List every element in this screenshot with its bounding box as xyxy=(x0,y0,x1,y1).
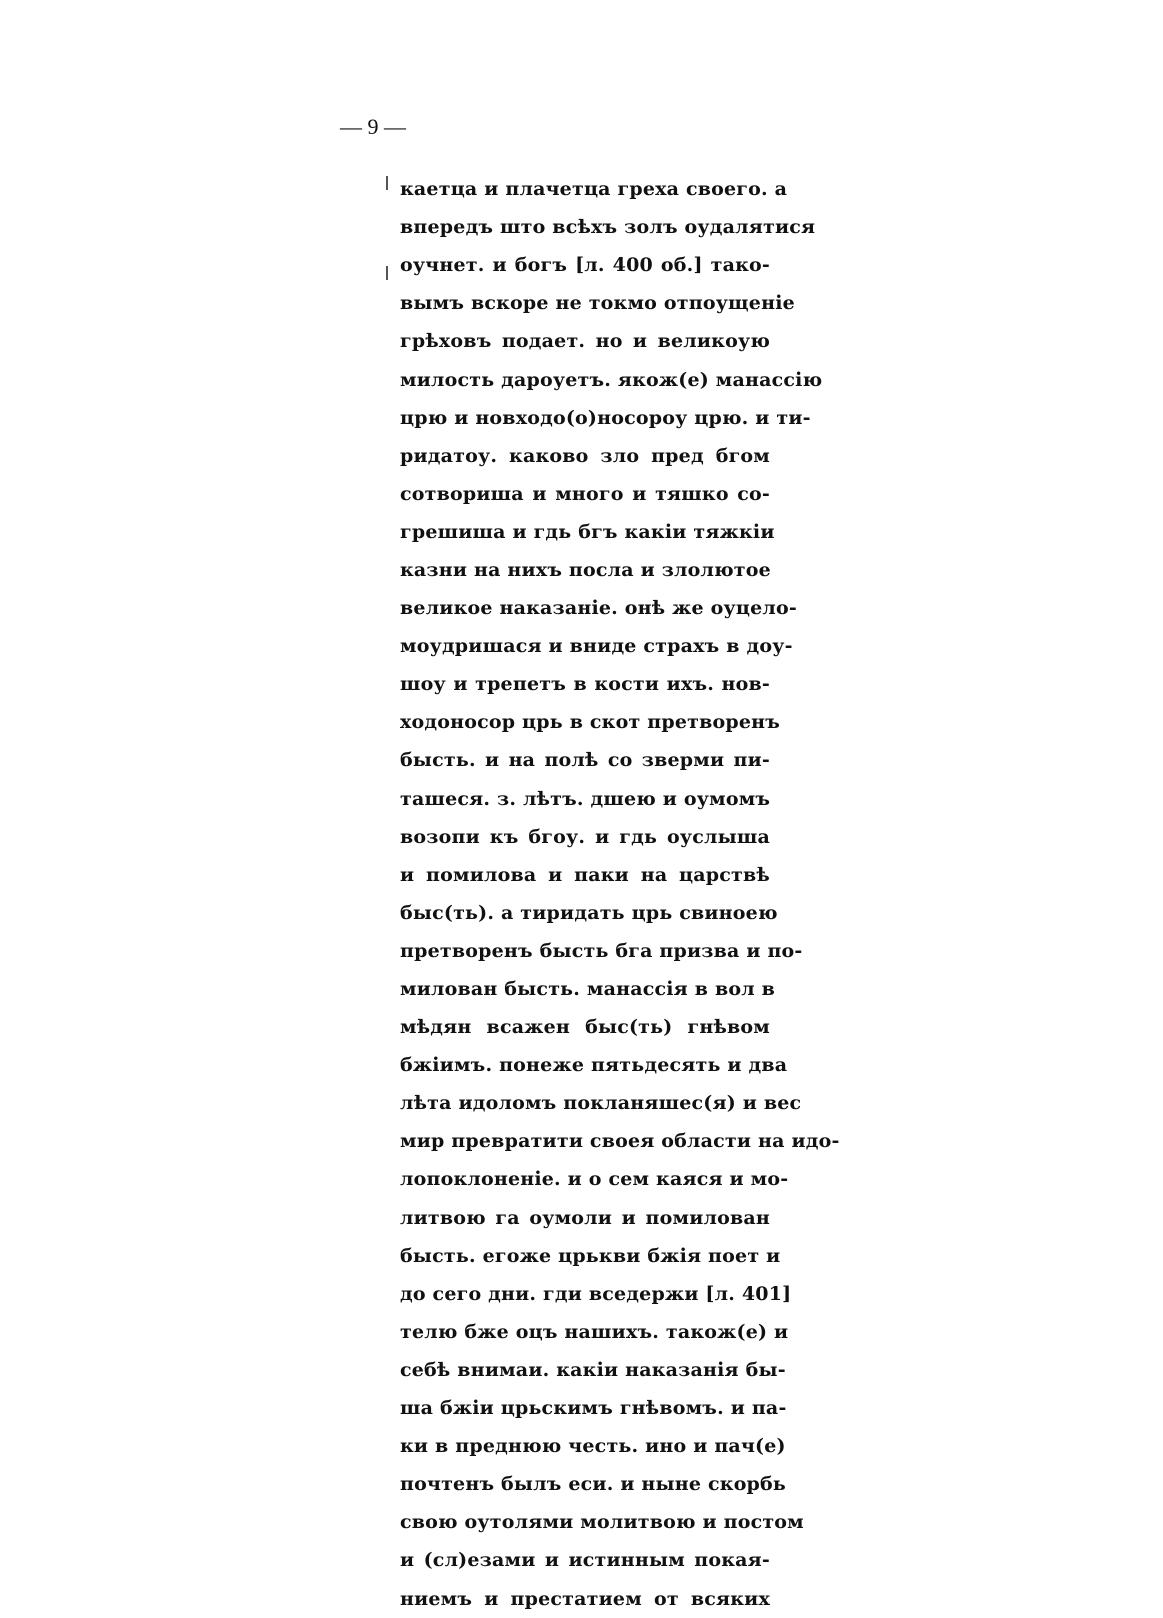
text-line-content: быс(ть). а тиридать црь свиноею xyxy=(400,901,778,924)
text-line xyxy=(400,208,816,246)
text-line xyxy=(400,1084,802,1122)
text-line xyxy=(400,627,793,665)
text-line-content: вымъ вскоре не токмо отпоущеніе xyxy=(400,292,795,315)
text-line-content: свою оутолями молитвою и постом xyxy=(400,1511,804,1534)
text-line-content: оучнет. и богъ [л. 400 об.] тако- xyxy=(400,254,770,277)
text-line xyxy=(400,1503,804,1541)
text-line-content: претворенъ бысть бга призва и по- xyxy=(400,939,803,962)
text-line-content: и помилова и паки на царствѣ xyxy=(400,863,770,886)
text-line-content: ходоносор црь в скот претворенъ xyxy=(400,711,781,734)
text-line-content: литвою га оумоли и помилован xyxy=(400,1206,770,1229)
text-line-content: каетца и плачетца греха своего. а xyxy=(400,178,788,201)
text-line xyxy=(400,1199,770,1237)
text-line xyxy=(400,1008,770,1046)
text-line xyxy=(400,1579,770,1617)
text-line-content: ки в преднюю честь. ино и пач(е) xyxy=(400,1435,786,1458)
text-line xyxy=(400,665,770,703)
text-line-content: мир превратити своея области на идо- xyxy=(400,1130,840,1153)
text-line-content: казни на нихъ посла и злолютое xyxy=(400,558,771,581)
text-line xyxy=(400,475,770,513)
text-line xyxy=(400,741,770,779)
text-line-content: моудришася и вниде страхъ в доу- xyxy=(400,635,793,658)
text-line xyxy=(400,970,776,1008)
text-line xyxy=(400,1160,789,1198)
text-line xyxy=(400,1046,788,1084)
text-line xyxy=(400,399,811,437)
text-line-content: себѣ внимаи. какіи наказанія бы- xyxy=(400,1358,786,1381)
text-line xyxy=(400,1427,786,1465)
text-line xyxy=(400,1351,786,1389)
text-line-content: грѣховъ подает. но и великоую xyxy=(400,330,770,353)
page-number-header: — 9 — xyxy=(340,114,406,139)
text-line xyxy=(400,246,770,284)
text-line-content: црю и новходо(о)носороу црю. и ти- xyxy=(400,406,811,429)
text-line-content: до сего дни. гди вседержи [л. 401] xyxy=(400,1282,792,1305)
text-line xyxy=(400,894,778,932)
text-line-content: лѣта идоломъ покланяшес(я) и вес xyxy=(400,1092,802,1115)
text-line-content: милость дароуетъ. якож(е) манассію xyxy=(400,368,823,391)
text-line xyxy=(400,1465,787,1503)
text-line-content: телю бже оцъ нашихъ. також(е) и xyxy=(400,1320,789,1343)
text-line xyxy=(400,856,770,894)
text-line xyxy=(400,818,770,856)
text-line xyxy=(400,170,788,208)
text-line-content: великое наказаніе. онѣ же оуцело- xyxy=(400,597,797,620)
text-line xyxy=(400,513,775,551)
margin-mark xyxy=(386,266,388,280)
text-line-content: бысть. егоже црькви бжія поет и xyxy=(400,1244,781,1267)
text-line-content: грешиша и гдь бгъ какіи тяжкіи xyxy=(400,520,775,543)
text-line-content: и (сл)езами и истинным покая- xyxy=(400,1549,770,1572)
text-line xyxy=(400,1237,781,1275)
text-line-content: лопоклоненіе. и о сем каяся и мо- xyxy=(400,1168,789,1191)
text-line-content: возопи къ бгоу. и гдь оуслыша xyxy=(400,825,770,848)
text-line xyxy=(400,932,803,970)
text-column xyxy=(400,170,840,1610)
margin-mark xyxy=(386,176,388,190)
text-line-content: мѣдян всажен быс(ть) гнѣвом xyxy=(400,1016,770,1039)
text-line xyxy=(400,1122,840,1160)
text-line-content: милован бысть. манассія в вол в xyxy=(400,978,776,1001)
text-line-content: впередъ што всѣхъ золъ оудалятися xyxy=(400,216,816,239)
text-line-content: шоу и трепетъ в кости ихъ. нов- xyxy=(400,673,770,696)
text-line xyxy=(400,1275,792,1313)
text-line xyxy=(400,1313,789,1351)
text-line xyxy=(400,322,770,360)
text-line-content: ридатоу. каково зло пред бгом xyxy=(400,444,770,467)
text-line-content: ташеся. з. лѣтъ. дшею и оумомъ xyxy=(400,787,771,810)
text-line xyxy=(400,780,770,818)
text-line-content: ша бжіи црьскимъ гнѣвомъ. и па- xyxy=(400,1397,787,1420)
text-line xyxy=(400,1389,787,1427)
text-line-content: бысть. и на полѣ со зверми пи- xyxy=(400,749,770,772)
text-line xyxy=(400,589,797,627)
text-line-content: сотвориша и много и тяшко со- xyxy=(400,482,770,505)
text-line xyxy=(400,551,770,589)
text-line-content: почтенъ былъ еси. и ныне скорбь xyxy=(400,1473,787,1496)
text-line-content: бжіимъ. понеже пятьдесять и два xyxy=(400,1054,788,1077)
text-line xyxy=(400,360,823,398)
text-line xyxy=(400,437,770,475)
text-line xyxy=(400,284,795,322)
text-line xyxy=(400,703,781,741)
text-line xyxy=(400,1541,770,1579)
text-line-content: ниемъ и престатием от всяких xyxy=(400,1587,770,1610)
